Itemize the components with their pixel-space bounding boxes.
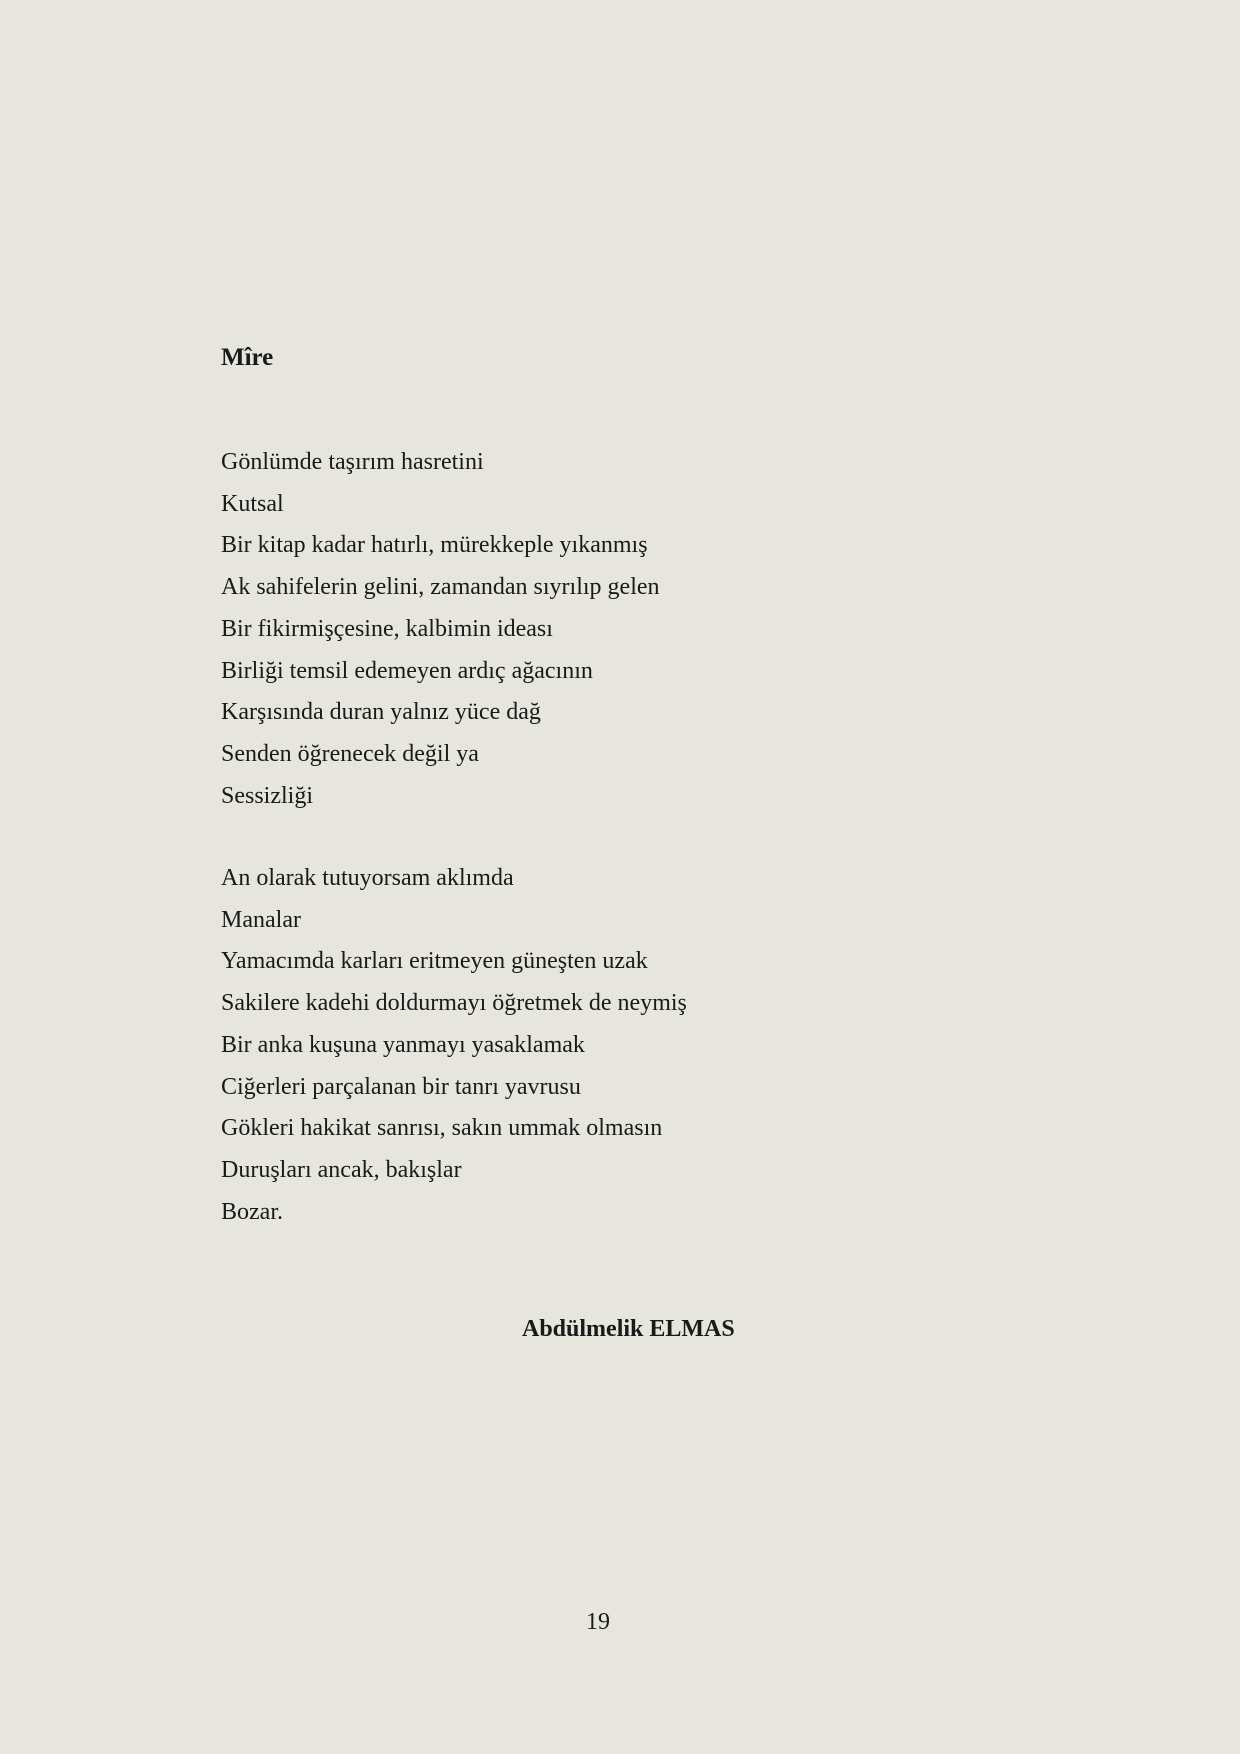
poem-line: Sessizliği [221,782,314,809]
poem-line: Bir anka kuşuna yanmayı yasaklamak [221,1031,585,1058]
poem-line: An olarak tutuyorsam aklımda [221,865,514,891]
page-number: 19 [586,1609,610,1635]
stanza-1 [221,442,660,817]
poem-line: Bir fikirmişçesine, kalbimin ideası [221,615,553,642]
poem-title: Mîre [221,344,274,371]
poem-line: Bozar. [221,1198,283,1225]
poem-line: Bir kitap kadar hatırlı, mürekkeple yıkanmış [221,532,648,559]
poem-line: Ciğerleri parçalanan bir tanrı yavrusu [221,1073,581,1100]
poem-line: Senden öğrenecek değil ya [221,740,479,767]
poem-line: Ak sahifelerin gelini, zamandan sıyrılıp gelen [221,574,660,601]
poem-line: Yamacımda karları eritmeyen güneşten uzak [221,948,648,975]
poem-line: Sakilere kadehi doldurmayı öğretmek de neymiş [221,990,687,1017]
poem-line: Kutsal [221,490,284,517]
poem-line: Duruşları ancak, bakışlar [221,1156,462,1183]
stanza-2 [221,858,687,1233]
poem-line: Manalar [221,906,301,933]
poem-line: Karşısında duran yalnız yüce dağ [221,699,541,726]
poem-line: Gönlümde taşırım hasretini [221,449,484,475]
poem-line: Birliği temsil edemeyen ardıç ağacının [221,657,593,684]
poem-line: Gökleri hakikat sanrısı, sakın ummak olmasın [221,1115,663,1142]
poem-author: Abdülmelik ELMAS [522,1316,735,1342]
